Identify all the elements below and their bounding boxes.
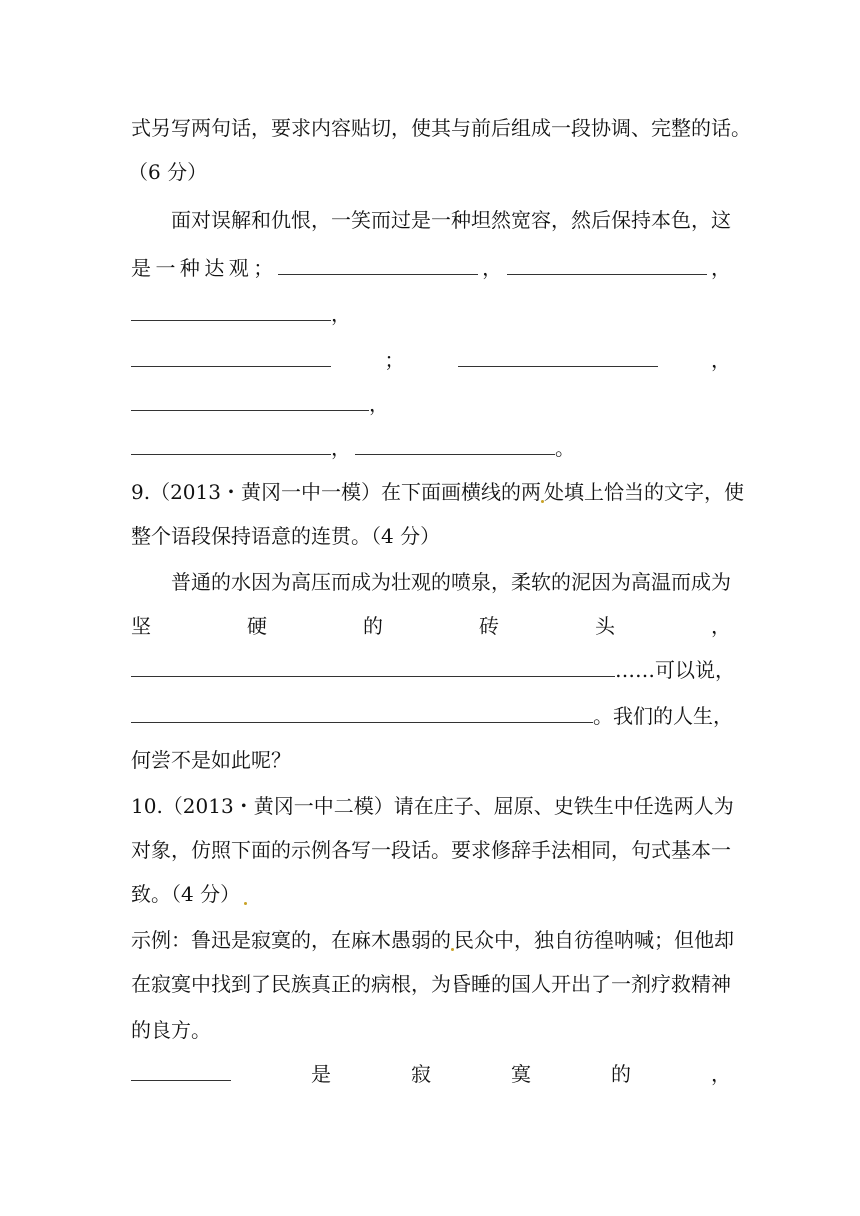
q9-passage-line-1: 普通的水因为高压而成为壮观的喷泉，柔软的泥因为高温而成为 — [171, 570, 731, 594]
q10-stem-text: 致。（4 分） — [131, 882, 241, 906]
answer-blank[interactable] — [131, 434, 331, 455]
comma: ， — [331, 302, 351, 326]
answer-blank[interactable] — [131, 656, 615, 677]
comma: ， — [369, 392, 389, 416]
q8-score: （6 分） — [128, 160, 208, 184]
q8-passage-line-2 — [131, 254, 731, 282]
emphasis-dot — [541, 500, 544, 503]
q8-char: 观 — [228, 256, 249, 280]
comma: ， — [482, 256, 503, 280]
answer-blank[interactable] — [131, 702, 593, 723]
q8-blank-line-6 — [131, 434, 731, 462]
q9-char: ， — [711, 614, 731, 638]
q9-char: 硬 — [247, 614, 267, 638]
answer-blank[interactable] — [131, 346, 331, 367]
q9-stem-text: 9.（2013・黄冈一中一模）在下面画横线的两 — [131, 480, 541, 504]
answer-blank[interactable] — [131, 1060, 231, 1081]
q10-stem-line-2: 对象，仿照下面的示例各写一段话。要求修辞手法相同，句式基本一 — [131, 838, 731, 862]
q8-char: 种 — [179, 256, 200, 280]
q9-char: 坚 — [131, 614, 151, 638]
q10-example-line-2: 在寂寞中找到了民族真正的病根，为昏睡的国人开出了一剂疗救精神 — [131, 972, 731, 996]
q8-passage-line-1: 面对误解和仇恨，一笑而过是一种坦然宽容，然后保持本色，这 — [171, 208, 731, 232]
answer-blank[interactable] — [131, 390, 369, 411]
q8-char: 是 — [131, 256, 151, 280]
answer-blank[interactable] — [131, 300, 331, 321]
q8-instruction-line: 式另写两句话，要求内容贴切，使其与前后组成一段协调、完整的话。 — [131, 116, 751, 140]
q9-stem-line-1 — [131, 478, 744, 506]
q9-char: 头 — [595, 614, 615, 638]
q10-example-text: 示例：鲁迅是寂寞的，在麻木愚弱的 — [131, 928, 451, 952]
q8-blank-line-5 — [131, 390, 731, 418]
q8-blank-line-3 — [131, 300, 731, 328]
q10-example-text: 民众中，独自彷徨呐喊；但他却 — [454, 928, 734, 952]
comma: ， — [710, 256, 731, 280]
q9-stem-line-2: 整个语段保持语意的连贯。（4 分） — [131, 524, 441, 548]
q10-char: 寂 — [411, 1062, 431, 1086]
q8-char: ； — [253, 256, 274, 280]
emphasis-dot — [451, 948, 454, 951]
answer-blank[interactable] — [458, 346, 658, 367]
q10-stem-line-1: 10.（2013・黄冈一中二模）请在庄子、屈原、史铁生中任选两人为 — [131, 794, 734, 818]
q8-blank-line-4 — [131, 346, 731, 374]
answer-blank[interactable] — [355, 434, 555, 455]
q10-char: 寞 — [511, 1062, 531, 1086]
q10-char: 的 — [611, 1062, 631, 1086]
q9-passage-line-2 — [131, 612, 731, 640]
q10-stem-line-3 — [131, 880, 731, 908]
q10-example-line-3: 的良方。 — [131, 1018, 211, 1042]
emphasis-dot — [244, 902, 247, 905]
q8-char: 一 — [155, 256, 176, 280]
q9-stem-text: 处填上恰当的文字，使 — [543, 480, 744, 504]
comma: ， — [331, 436, 351, 460]
q10-answer-line — [131, 1060, 731, 1088]
answer-blank[interactable] — [507, 254, 707, 275]
q9-blank-line-1 — [131, 656, 735, 684]
q10-char: ， — [711, 1062, 731, 1086]
q10-char: 是 — [311, 1062, 331, 1086]
q9-char: 的 — [363, 614, 383, 638]
answer-blank[interactable] — [278, 254, 478, 275]
q10-example-line-1 — [131, 926, 734, 954]
semicolon: ； — [384, 348, 405, 372]
comma: ， — [710, 348, 731, 372]
q9-char: 砖 — [479, 614, 499, 638]
q8-char: 达 — [204, 256, 225, 280]
q9-blank-line-2 — [131, 702, 731, 730]
q9-after-blank-1: ……可以说， — [615, 658, 735, 682]
q9-after-blank-2: 。我们的人生， — [593, 704, 733, 728]
period: 。 — [555, 436, 575, 460]
q9-last-line: 何尝不是如此呢？ — [131, 748, 291, 772]
